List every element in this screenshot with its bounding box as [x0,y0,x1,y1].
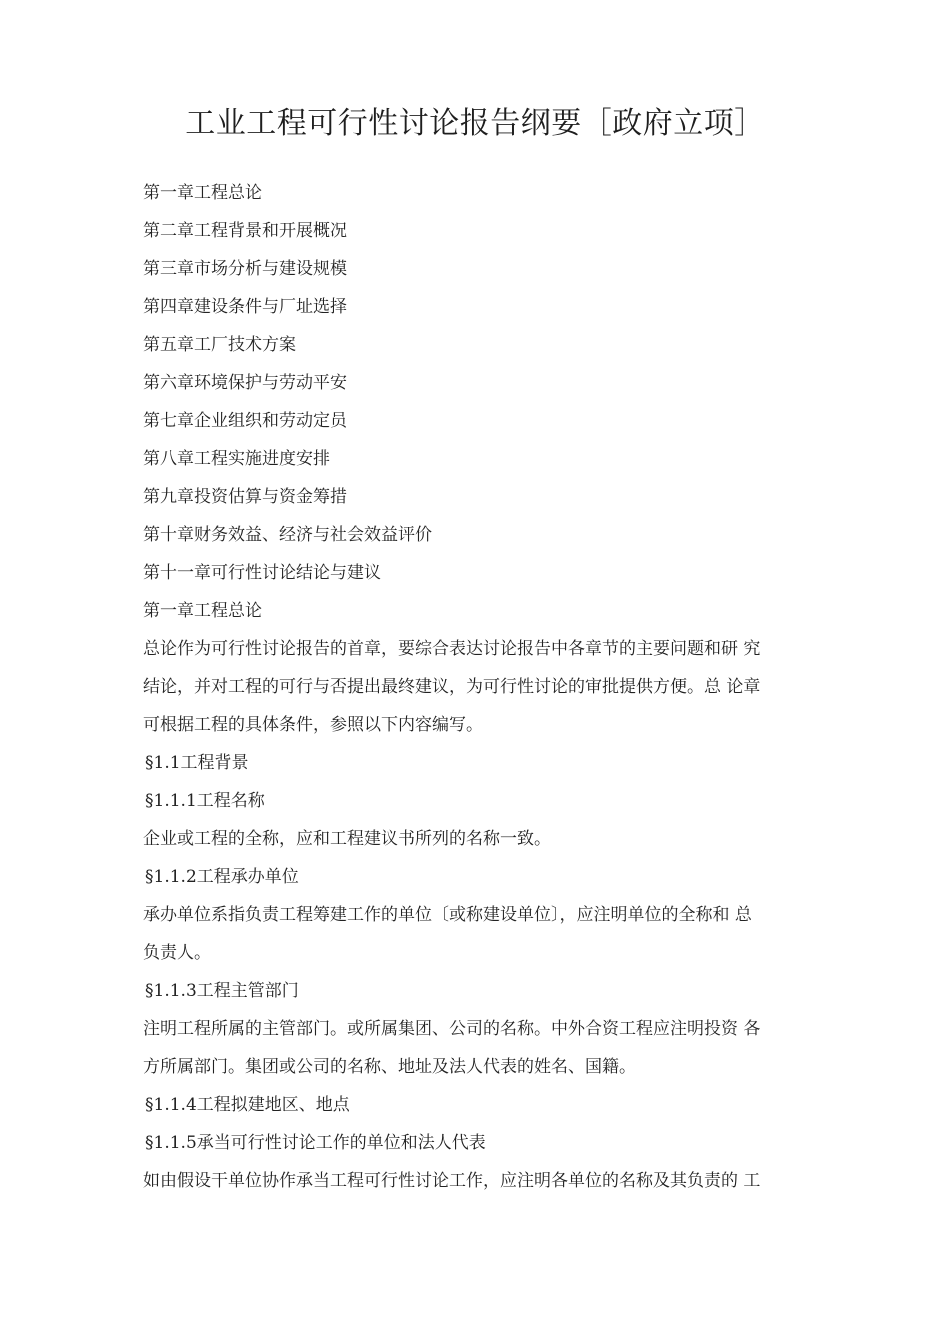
paragraph-line: 企业或工程的全称，应和工程建议书所列的名称一致。 [143,829,551,849]
paragraph-line: 承办单位系指负责工程筹建工作的单位〔或称建设单位〕，应注明单位的全称和 总 [143,905,752,925]
study-unit-paragraph [143,1162,803,1200]
paragraph-line: 方所属部门。集团或公司的名称、地址及法人代表的姓名、国籍。 [143,1057,636,1077]
toc-item: 第六章环境保护与劳动平安 [143,373,347,393]
paragraph-line: 总论作为可行性讨论报告的首章，要综合表达讨论报告中各章节的主要问题和研 究 [143,639,761,659]
toc-item: 第十一章可行性讨论结论与建议 [143,563,381,583]
subsection-heading: §1.1.4工程拟建地区、地点 [145,1095,350,1115]
toc-item: 第十章财务效益、经济与社会效益评价 [143,525,432,545]
toc-item: 第五章工厂技术方案 [143,335,296,355]
chapter-heading: 第一章工程总论 [143,601,262,621]
paragraph-line: 负责人。 [143,943,211,963]
subsection-heading: §1.1.2工程承办单位 [145,867,299,887]
paragraph-line: 如由假设干单位协作承当工程可行性讨论工作，应注明各单位的名称及其负责的 工 [143,1171,761,1191]
toc-item: 第二章工程背景和开展概况 [143,221,347,241]
toc-item: 第八章工程实施进度安排 [143,449,330,469]
toc-item: 第三章市场分析与建设规模 [143,259,347,279]
document-body [143,174,803,1200]
section-heading: §1.1工程背景 [145,753,249,773]
table-of-contents [143,174,803,592]
paragraph-line: 结论，并对工程的可行与否提出最终建议，为可行性讨论的审批提供方便。总 论章 [143,677,761,697]
intro-paragraph [143,630,803,744]
subsection-heading: §1.1.3工程主管部门 [145,981,299,1001]
subsection-heading: §1.1.5承当可行性讨论工作的单位和法人代表 [145,1133,486,1153]
toc-item: 第九章投资估算与资金筹措 [143,487,347,507]
toc-item: 第一章工程总论 [143,183,262,203]
paragraph-line: 注明工程所属的主管部门。或所属集团、公司的名称。中外合资工程应注明投资 各 [143,1019,761,1039]
document-title: 工业工程可行性讨论报告纲要［政府立项］ [185,106,765,141]
sponsor-paragraph [143,896,803,972]
toc-item: 第四章建设条件与厂址选择 [143,297,347,317]
subsection-heading: §1.1.1工程名称 [145,791,265,811]
authority-paragraph [143,1010,803,1086]
paragraph-line: 可根据工程的具体条件，参照以下内容编写。 [143,715,483,735]
toc-item: 第七章企业组织和劳动定员 [143,411,347,431]
